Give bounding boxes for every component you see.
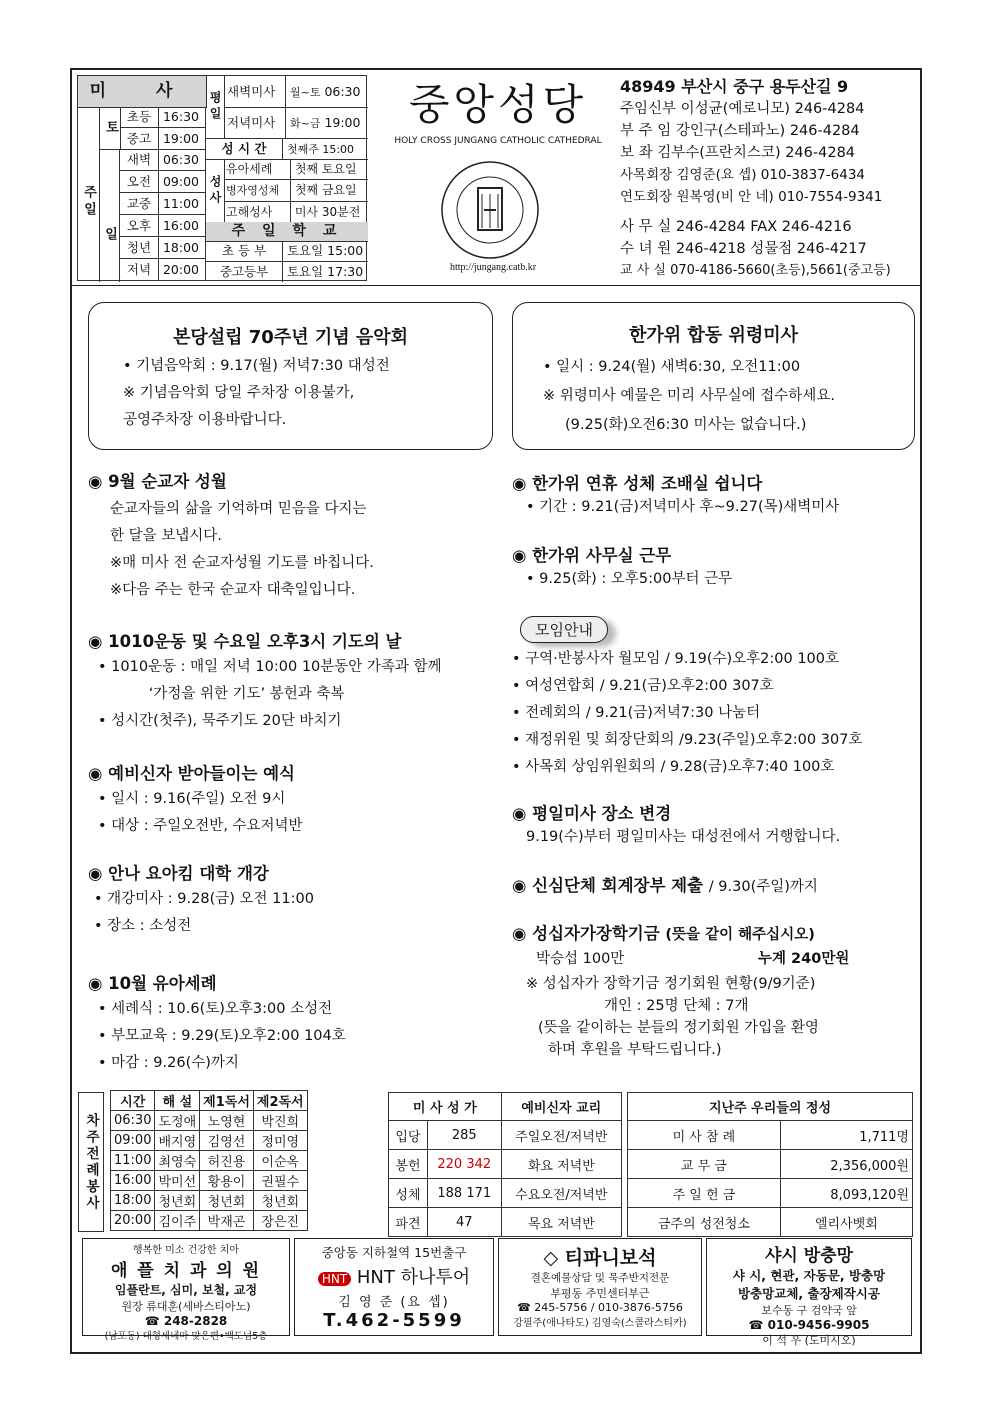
evening-row: 저녁미사 화~금 19:00 [224, 107, 368, 139]
church-url[interactable]: http://jungang.catb.kr [449, 262, 537, 273]
right-section-venue: ◉ 평일미사 장소 변경 9.19(수)부터 평일미사는 대성전에서 거행합니다. [512, 804, 841, 845]
ad-dental: 행복한 미소 건강한 치아 애 플 치 과 의 원 임플란트, 심미, 보철, 교정 원장 류대훈(세바스티아노) ☎ 248-2828 (남포동) 대형세네마 맞은편•백도넘5층 [82, 1238, 290, 1336]
sunday-school-title: 주 일 학 교 [206, 222, 368, 242]
mass-grid [77, 75, 367, 281]
sat-rows: 초등 16:30 중고 19:00 [120, 107, 206, 150]
sacrament-vertical: 성사 [206, 159, 225, 223]
left-section-catechumen: ◉ 예비신자 받아들이는 예식 • 일시 : 9.16(주일) 오전 9시 • 대상 : 주일오전반, 수요저녁반 [88, 764, 303, 834]
memorial-line: ※ 위령미사 예물은 미리 사무실에 접수하세요. [543, 388, 835, 404]
right-section-account: ◉ 신심단체 회계장부 제출 / 9.30(주일)까지 [512, 876, 818, 895]
service-side-label: 차주전례봉사 [78, 1092, 104, 1232]
service-table: 시간 해 설 제1독서 제2독서 06:30 도정애 노영현 박진희 09:00 배지영 김영선 정미영 11:00 최영숙 허진용 이순옥 16:00 박미선 황용이 권필수 18:00 청년회 청년회 청년회 20:00 김이주 박재곤 장은진 [110, 1090, 308, 1231]
dawn-row: 새벽미사 월~토 06:30 [224, 76, 368, 108]
concert-line: 공영주차장 이용바랍니다. [123, 412, 287, 428]
sunday-rows: 새벽 06:30 오전 09:00 교중 11:00 오후 16:00 청년 18:00 저녁 20:00 [120, 149, 206, 280]
hanatour-logo: HNT HNT 하나투어 [295, 1263, 493, 1289]
ad-travel: 중앙동 지하철역 15번출구 HNT HNT 하나투어 김 영 준 (요 셉) T.462-5599 [294, 1238, 494, 1336]
left-section-1010: ◉ 1010운동 및 수요일 오후3시 기도의 날 • 1010운동 : 매일 저녁 10:00 10분동안 가족과 함께 ‘가정을 위한 기도’ 봉헌과 축복 • 성시간(첫주), 묵주기도 20단 바치기 [88, 632, 442, 729]
header-divider [72, 285, 920, 286]
ad-window-screen: 샤시 방충망 샤 시, 현관, 자동문, 방충망 방충망교체, 출장제작시공 보수동 구 검약국 앞 ☎ 010-9456-9905 이 석 우 (도미시오) [706, 1238, 912, 1336]
church-english-name: HOLY CROSS JUNGANG CATHOLIC CATHEDRAL [394, 136, 602, 146]
saturday-vertical: 토 [100, 107, 121, 150]
church-name: 중앙성당 [408, 80, 588, 129]
concert-title: 본당설립 70주년 기념 음악회 [172, 327, 409, 348]
memorial-title: 한가위 합동 위령미사 [628, 325, 799, 346]
ad-jewelry: ◇ 티파니보석 결혼예물상담 및 묵주반지전문 부평동 주민센터부근 ☎ 245-5756 / 010-3876-5756 강필주(애나타도) 김영숙(스콜라스티카) [498, 1238, 702, 1336]
offering-table: 지난주 우리들의 정성 미 사 참 례 1,711명 교 무 금 2,356,000원 주 일 헌 금 8,093,120원 금주의 성전청소 엘리사벳회 [627, 1092, 913, 1237]
right-section-scholarship: ◉ 성십자가장학기금 (뜻을 같이 해주십시오) 박승섭 100만 누계 240만원 ※ 성십자가 장학기금 정기회원 현황(9/9기준) 개인 : 25명 단체 : 7개 (뜻을 같이하는 분들의 정기회원 가입을 환영 하며 후원을 부탁드립니다.) [512, 924, 850, 1058]
right-section-office: ◉ 한가위 사무실 근무 • 9.25(화) : 오후5:00부터 근무 [512, 546, 733, 587]
left-section-university: ◉ 안나 요아킴 대학 개강 • 개강미사 : 9.28(금) 오전 11:00 • 장소 : 소성전 [88, 864, 314, 934]
bulletin-page [70, 68, 922, 1354]
mass-header: 미 사 [78, 76, 207, 108]
church-address: 48949 부산시 중구 용두산길 9 [620, 77, 849, 96]
memorial-line: (9.25(화)오전6:30 미사는 없습니다.) [565, 417, 807, 433]
meeting-list: • 구역·반봉사자 월모임 / 9.19(수)오후2:00 100호 • 여성연합회 / 9.21(금)오후2:00 307호 • 전례회의 / 9.21(금)저녁7:30 나눔터 • 재정위원 및 회장단회의 /9.23(주일)오후2:00 307호 • 사목회 상임위원회의 / 9.28(금)오후7:40 100호 [512, 651, 863, 775]
weekday-vertical: 평일 [206, 76, 225, 139]
il-vertical: 일 [100, 149, 120, 282]
holy-hour-row: 성 시 간 첫째주 15:00 [206, 138, 368, 160]
diamond-icon: ◇ [543, 1247, 559, 1269]
church-logo-icon [438, 158, 542, 266]
concert-box [88, 302, 493, 450]
school-rows: 초 등 부 토요일 15:00 중고등부 토요일 17:30 [206, 241, 368, 282]
staff-list: 주임신부 이성균(예로니모) 246-4284 부 주 임 강인구(스테파노) 246-4284 보 좌 김부수(프란치스코) 246-4284 사목회장 김영준(요 셉) 010-3837-6434 연도회장 원복영(비 안 네) 010-7554-9341 [620, 101, 883, 205]
left-section-martyrs: ◉ 9월 순교자 성월 순교자들의 삶을 기억하며 믿음을 다지는 한 달을 보냅시다. ※매 미사 전 순교자성월 기도를 바칩니다. ※다음 주는 한국 순교자 대축일입니다. [88, 472, 374, 598]
sunday-vertical: 주일 [78, 107, 100, 282]
attendance-table: 미 사 성 가 예비신자 교리 입당 285 주일오전/저녁반 봉헌 220 342 화요 저녁반 성체 188 171 수요오전/저녁반 파견 47 목요 저녁반 [388, 1092, 622, 1237]
concert-line: ※ 기념음악회 당일 주차장 이용불가, [123, 385, 355, 401]
memorial-box [512, 302, 915, 450]
meeting-pill: 모임안내 [520, 616, 608, 643]
sacrament-rows: 유아세례 첫째 토요일 병자영성체 첫째 금요일 고해성사 미사 30분전 [224, 159, 368, 224]
left-section-baptism: ◉ 10월 유아세례 • 세례식 : 10.6(토)오후3:00 소성전 • 부모교육 : 9.29(토)오후2:00 104호 • 마감 : 9.26(수)까지 [88, 974, 346, 1071]
memorial-line: • 일시 : 9.24(월) 새벽6:30, 오전11:00 [543, 359, 801, 375]
office-phones: 사 무 실 246-4284 FAX 246-4216 수 녀 원 246-4218 성물점 246-4217 교 사 실 070-4186-5660(초등),5661(중고등) [620, 219, 891, 278]
right-section-adoration: ◉ 한가위 연휴 성체 조배실 쉽니다 • 기간 : 9.21(금)저녁미사 후~9.27(목)새벽미사 [512, 474, 840, 515]
concert-line: • 기념음악회 : 9.17(월) 저녁7:30 대성전 [123, 358, 390, 374]
